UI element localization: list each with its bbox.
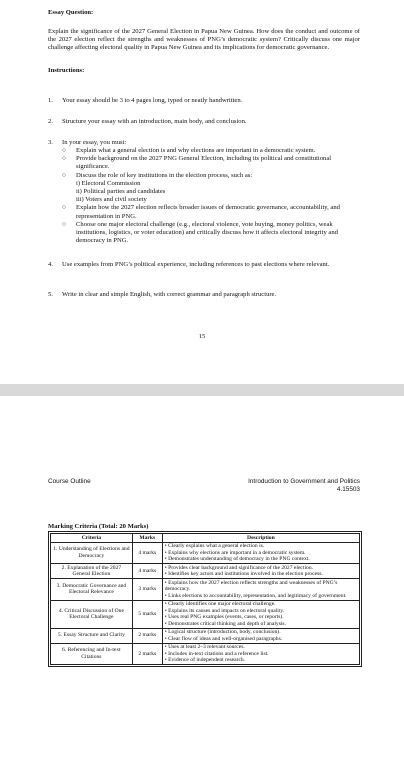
description-cell [162,542,359,564]
circle-bullet-icon: ○ [62,220,66,228]
instruction-text: Structure your essay with an introduction, main body, and conclusion. [62,118,247,125]
marks-cell: 3 marks [132,579,162,601]
description-line: • Clearly explains what a general election is. [164,543,265,549]
instruction-number: 5. [48,291,53,298]
sub-item [62,221,362,246]
criteria-cell: 6. Referencing and In-text Citations [51,643,133,665]
description-cell [162,643,359,665]
description-line: • Uses at least 2–3 relevant sources. [164,644,245,650]
instruction-3-sublist [62,147,362,245]
column-header-marks: Marks [132,534,162,543]
instruction-number: 3. [48,139,53,146]
table-row [51,564,360,579]
instruction-number: 1. [48,97,53,104]
instruction-number: 2. [48,118,53,125]
criteria-cell: 1. Understanding of Elections and Democracy [51,542,133,564]
description-line: • Demonstrates understanding of democracy in the PNG context. [164,556,310,562]
description-cell [162,564,359,579]
description-line: • Explains why elections are important in a democratic system. [164,549,306,556]
criteria-cell: 2. Explanation of the 2027 General Election [51,564,133,579]
marking-criteria-title: Marking Criteria (Total: 20 Marks) [48,523,149,530]
sub-item-text: Provide background on the 2027 PNG General Election, including its political and constitutional significance. [76,155,332,171]
instruction-text: Use examples from PNG’s political experience, including references to past elections where relevant. [62,261,330,268]
table-row [51,600,360,628]
instruction-text: In your essay, you must: [62,139,127,146]
instruction-number: 4. [48,261,53,268]
sub-item-text: Discuss the role of key institutions in the election process, such as: [76,171,253,179]
instruction-1 [48,97,360,105]
description-line: • Explains its causes and impacts on electoral quality. [164,607,285,614]
sub-item [62,172,362,180]
table-row [51,628,360,643]
description-line: • Explains how the 2027 election reflects strengths and weaknesses of PNG’s democracy. [164,579,338,592]
description-line: • Includes in-text citations and a reference list. [164,650,269,657]
description-line: • Logical structure (introduction, body, conclusion). [164,629,281,635]
description-cell [162,600,359,628]
course-title: Introduction to Government and Politics [248,478,360,485]
instruction-2 [48,118,360,126]
institution-item: iii) Voters and civil society [76,196,147,204]
header-course-title [248,478,360,494]
institution-item: i) Electoral Commission [76,179,141,187]
description-line: • Links elections to accountability, representation, and legitimacy of government. [164,592,347,599]
description-cell [162,579,359,601]
circle-bullet-icon: ○ [62,204,66,212]
criteria-cell: 5. Essay Structure and Clarity [51,628,133,643]
description-line: • Identifies key actors and institutions involved in the election process. [164,571,323,577]
instruction-text: Your essay should be 3 to 4 pages long, typed or neatly handwritten. [62,97,243,104]
criteria-cell: 4. Critical Discussion of One Electoral Challenge [51,600,133,628]
table-row [51,542,360,564]
description-line: • Uses real PNG examples (events, cases, or reports). [164,614,284,620]
header-course-outline: Course Outline [48,478,91,485]
instruction-4 [48,261,360,269]
column-header-criteria: Criteria [51,534,133,543]
instruction-3 [48,139,360,147]
description-line: • Clear flow of ideas and well-organised paragraphs. [164,635,283,642]
institution-list [62,180,362,205]
question-heading: Essay Question: [48,9,94,16]
marks-cell: 2 marks [132,628,162,643]
sub-item [62,204,362,220]
sub-item [62,147,362,155]
column-header-description: Description [162,534,359,543]
description-line: • Demonstrates critical thinking and depth of analysis. [164,620,286,627]
instructions-heading: Instructions: [48,67,85,74]
marks-cell: 4 marks [132,564,162,579]
marks-cell: 2 marks [132,643,162,665]
sub-item-text: Explain how the 2027 election reflects broader issues of democratic governance, accountability, and representation in PNG. [76,204,340,220]
description-cell [162,628,359,643]
table-row [51,643,360,665]
circle-bullet-icon: ○ [62,155,66,163]
table-row [51,579,360,601]
page-number: 15 [198,333,206,340]
instruction-5 [48,291,360,299]
description-line: • Provides clear background and significance of the 2027 election. [164,564,314,571]
document-page-2 [0,396,404,768]
criteria-cell: 3. Democratic Governance and Electoral Relevance [51,579,133,601]
description-line: • Clearly identifies one major electoral challenge. [164,601,276,607]
instruction-text: Write in clear and simple English, with correct grammar and paragraph structure. [62,291,277,298]
course-code: 4.15503 [336,486,360,493]
institution-item: ii) Political parties and candidates [76,188,166,196]
sub-item-text: Choose one major electoral challenge (e.g., electoral violence, vote buying, money politics, weak institutions, logistics, or voter education) and critically discuss how it affects electoral integrity and democracy in PNG. [76,220,338,245]
circle-bullet-icon: ○ [62,147,66,154]
sub-item [62,155,362,171]
marks-cell: 4 marks [132,542,162,564]
table-header-row [51,534,360,543]
sub-item-text: Explain what a general election is and why elections are important in a democratic system. [76,147,316,154]
question-text: Explain the significance of the 2027 General Election in Papua New Guinea. How does the conduct and outcome of the 2027 election reflect the strengths and weaknesses of PNG’s democratic system? Critically discuss one major challenge affecting electoral quality in Papua New Guinea and its implications for democratic governance. [48,28,360,52]
description-line: • Evidence of independent research. [164,657,246,663]
marking-criteria-table [50,533,360,665]
circle-bullet-icon: ○ [62,171,66,179]
marks-cell: 5 marks [132,600,162,628]
